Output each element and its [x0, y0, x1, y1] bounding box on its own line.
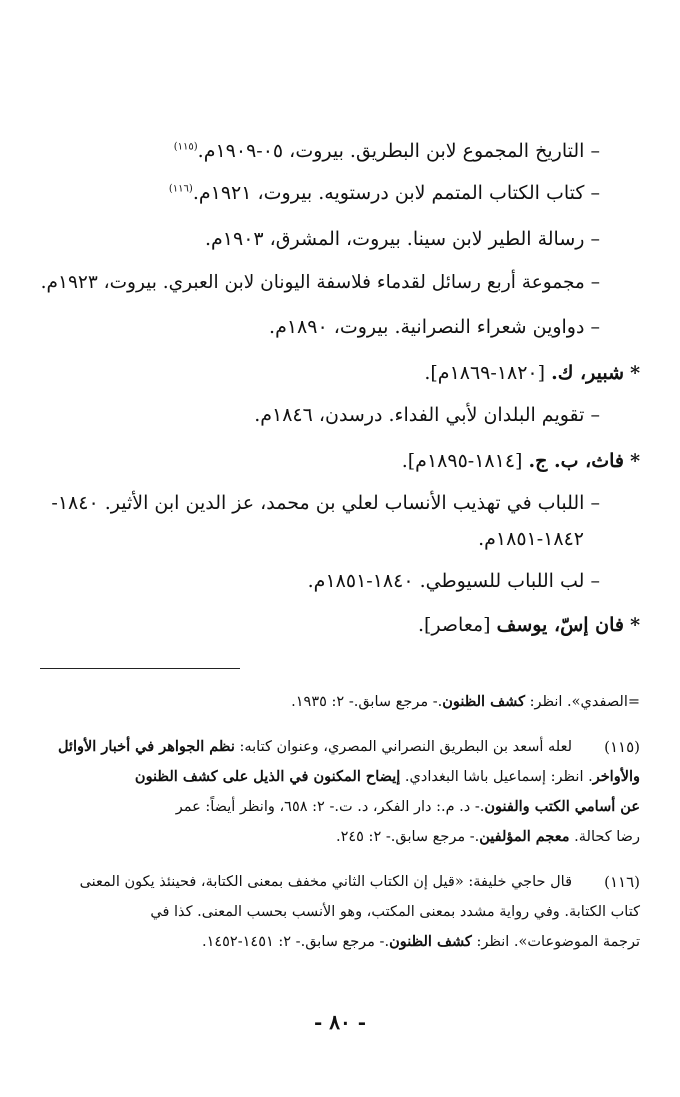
footnote-text: قال حاجي خليفة: «قيل إن الكتاب الثاني مخفف بمعنى الكتابة، فحينئذ يكون المعنى [79, 874, 572, 890]
footnote-title: إيضاح المكنون في الذيل على كشف الظنون [134, 768, 401, 785]
footnote-text: .- مرجع سابق.- ٢: ٢٤٥. [335, 829, 480, 845]
author-tag: [معاصر]. [417, 614, 491, 636]
footnote-number-116: (١١٦) [604, 873, 640, 891]
entry-dash: – [590, 140, 600, 162]
author-shbir-heading [40, 358, 640, 388]
footnote-115-line3 [40, 793, 640, 821]
entry-text: رسالة الطير لابن سينا. بيروت، المشرق، ١٩٠٣م. [204, 228, 585, 250]
entry-kitab-mutammam [40, 178, 600, 208]
entry-lubab-continuation [40, 524, 584, 554]
author-dates: [١٨١٤-١٨٩٥م]. [401, 450, 523, 472]
footnote-115-line1 [40, 733, 572, 761]
footnote-text: =الصفدي». انظر: [524, 694, 640, 710]
entry-text: لب اللباب للسيوطي. ١٨٤٠-١٨٥١م. [307, 570, 585, 592]
entry-dash: – [590, 404, 600, 426]
footnote-115-line2 [40, 763, 640, 791]
entry-dash: – [590, 492, 600, 514]
footnote-115-line4 [40, 823, 640, 851]
page-number: - ٨٠ - [313, 1010, 366, 1034]
entry-text: دواوين شعراء النصرانية. بيروت، ١٨٩٠م. [269, 316, 585, 338]
entry-text: كتاب الكتاب المتمم لابن درستويه. بيروت، ١٩٢١م. [192, 182, 585, 204]
entry-text: مجموعة أربع رسائل لقدماء فلاسفة اليونان لابن العبري. بيروت، ١٩٢٣م. [40, 272, 585, 293]
star-marker: * [630, 362, 640, 384]
footnote-text: ترجمة الموضوعات». انظر: [471, 934, 640, 950]
entry-tarikh-majmu [40, 136, 600, 166]
footnote-title: كشف الظنون [389, 933, 472, 950]
author-dates: [١٨٢٠-١٨٦٩م]. [424, 362, 546, 384]
footnote-116-line2 [40, 898, 640, 926]
entry-dash: – [590, 182, 600, 204]
entry-text: اللباب في تهذيب الأنساب لعلي بن محمد، عز الدين ابن الأثير. ١٨٤٠- [51, 492, 585, 514]
entry-dash: – [590, 316, 600, 338]
star-marker: * [630, 450, 640, 472]
entry-dawawin [40, 312, 600, 342]
footnote-title: والأواخر [592, 768, 640, 785]
star-marker: * [630, 614, 640, 636]
author-fath-heading [40, 446, 640, 476]
entry-lubb-lubab [40, 566, 600, 596]
footnote-title: نظم الجواهر في أخبار الأوائل [57, 738, 235, 755]
footnote-carryover [40, 688, 640, 716]
footnote-text: .- د. م.: دار الفكر، د. ت.- ٢: ٦٥٨، وانظر أيضاً: عمر [175, 799, 485, 815]
footnote-text: لعله أسعد بن البطريق النصراني المصري، وعنوان كتابه: [234, 739, 572, 755]
entry-dash: – [590, 570, 600, 592]
footnote-text: رضا كحالة. [569, 829, 640, 845]
footnote-text: . انظر: إسماعيل باشا البغدادي. [400, 769, 593, 785]
footnote-title: عن أسامي الكتب والفنون [484, 798, 640, 815]
footnote-116-line3 [40, 928, 640, 956]
footnote-text: .- مرجع سابق.- ٢: ١٩٣٥. [291, 694, 443, 710]
entry-text: تقويم البلدان لأبي الفداء. درسدن، ١٨٤٦م. [254, 404, 585, 426]
entry-taqwim-buldan [40, 400, 600, 430]
footnote-ref-115[interactable]: (١١٥) [173, 141, 198, 153]
footnote-title: معجم المؤلفين [479, 828, 570, 845]
author-name: فاث، ب. ج. [528, 450, 625, 472]
footnote-separator [40, 668, 240, 669]
entry-lubab [40, 488, 600, 518]
entry-dash: – [590, 272, 600, 293]
entry-dash: – [590, 228, 600, 250]
entry-majmua-rasail [40, 268, 600, 298]
footnote-number-115: (١١٥) [604, 738, 640, 756]
author-name: شبير، ك. [551, 362, 625, 384]
author-name: فان إسّ، يوسف [496, 614, 625, 636]
footnote-116-line1 [40, 868, 572, 896]
footnote-text: كتاب الكتابة. وفي رواية مشدد بمعنى المكتب، وهو الأنسب بحسب المعنى. كذا في [150, 904, 640, 920]
footnote-title: كشف الظنون [442, 693, 525, 710]
footnote-text: .- مرجع سابق.- ٢: ١٤٥١-١٤٥٢. [201, 934, 390, 950]
entry-text-cont: ١٨٤٢-١٨٥١م. [478, 528, 584, 550]
entry-text: التاريخ المجموع لابن البطريق. بيروت، ٠٥-١٩٠٩م. [197, 140, 585, 162]
footnote-ref-116[interactable]: (١١٦) [168, 183, 193, 195]
entry-risalat-tayr [40, 224, 600, 254]
author-fan-heading [40, 610, 640, 640]
